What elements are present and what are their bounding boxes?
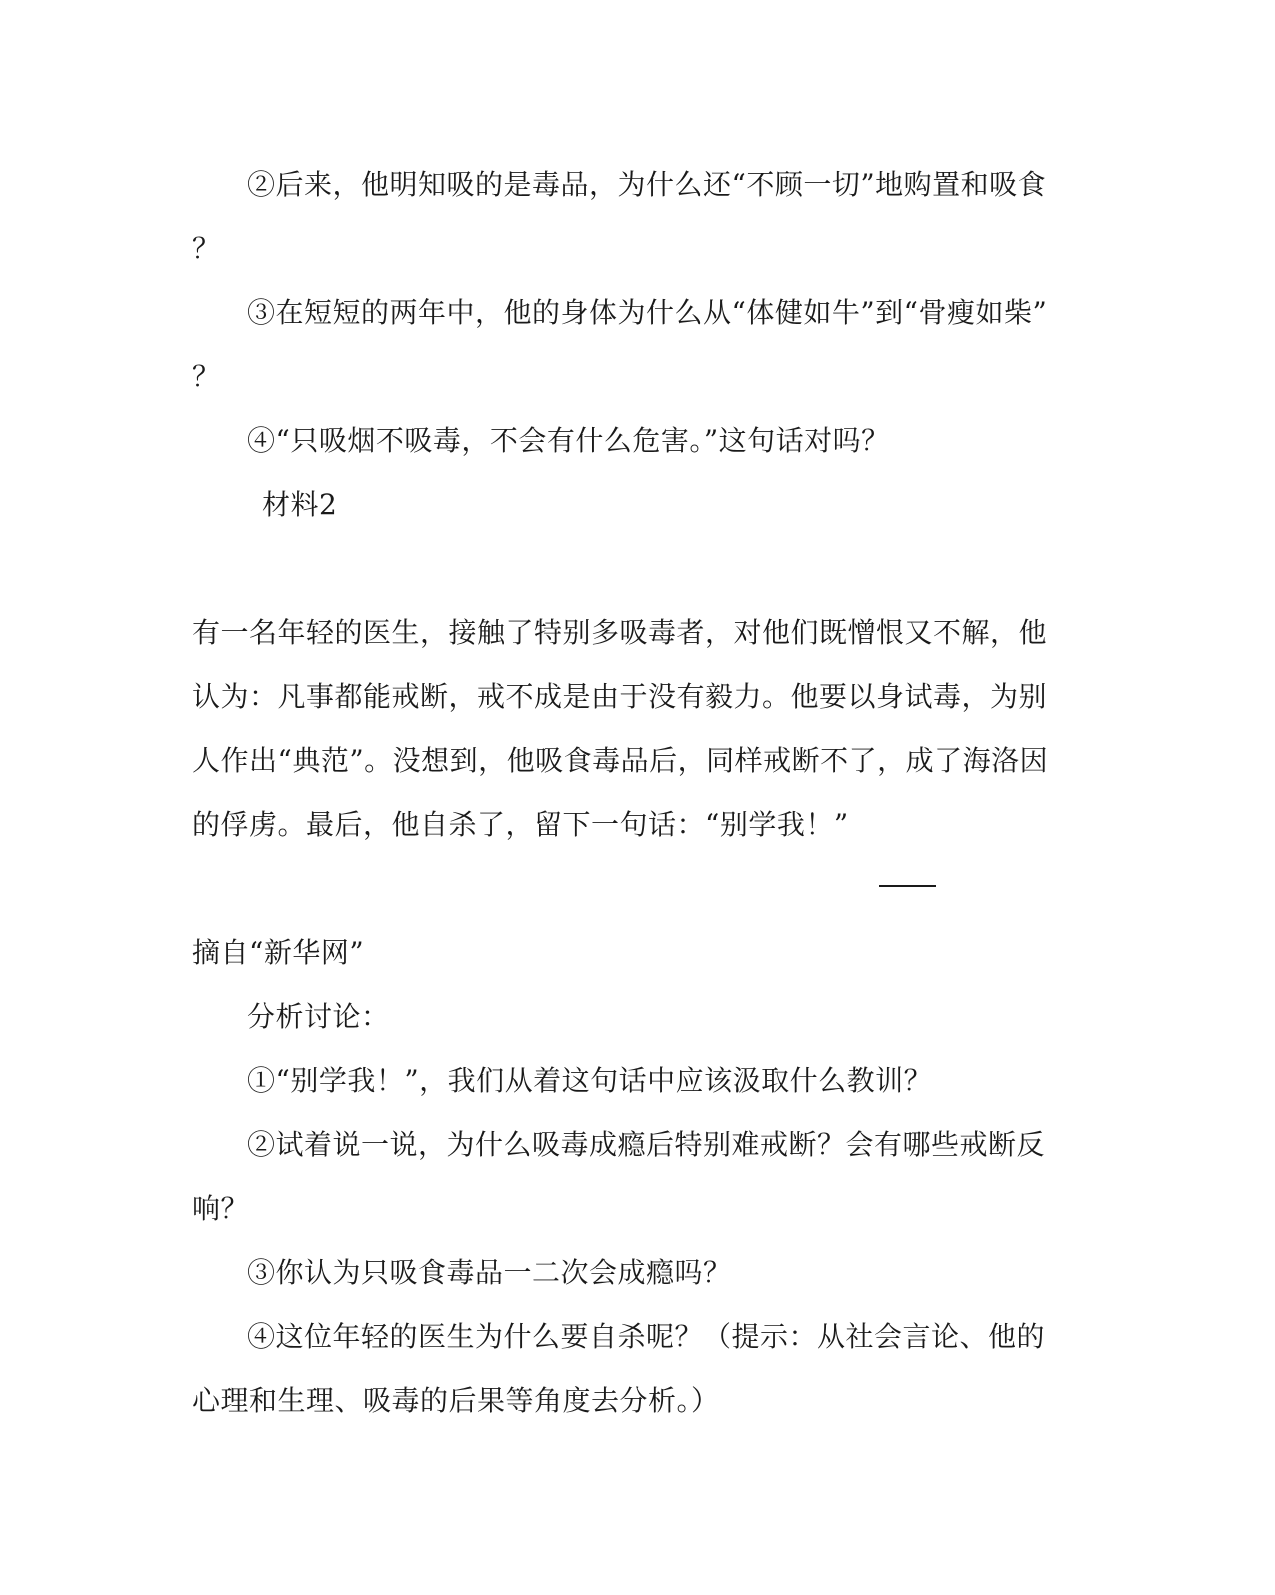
question-3-line-1: ③在短短的两年中，他的身体为什么从“体健如牛”到“骨瘦如柴” — [247, 296, 1048, 329]
question-3-line-2: ？ — [192, 360, 221, 393]
material-2-paragraph-line-1: 有一名年轻的医生，接触了特别多吸毒者，对他们既憎恨又不解，他 — [192, 616, 1048, 649]
source-dash — [879, 885, 936, 887]
question-2-line-2: ？ — [192, 232, 221, 265]
question-2-line-1: ②后来，他明知吸的是毒品，为什么还“不顾一切”地购置和吸食 — [247, 168, 1047, 201]
discussion-question-2-line-1: ②试着说一说，为什么吸毒成瘾后特别难戒断？会有哪些戒断反 — [247, 1128, 1046, 1161]
material-2-paragraph-line-4: 的俘虏。最后，他自杀了，留下一句话：“别学我！” — [192, 808, 849, 841]
material-2-paragraph-line-3: 人作出“典范”。没想到，他吸食毒品后，同样戒断不了，成了海洛因 — [192, 744, 1049, 777]
discussion-question-4-line-2: 心理和生理、吸毒的后果等角度去分析。） — [192, 1384, 720, 1417]
source-citation: 摘自“新华网” — [192, 936, 365, 969]
material-2-heading: 材料2 — [262, 488, 338, 521]
question-4: ④“只吸烟不吸毒，不会有什么危害。”这句话对吗？ — [247, 424, 890, 457]
discussion-heading: 分析讨论： — [247, 1000, 390, 1033]
discussion-question-3: ③你认为只吸食毒品一二次会成瘾吗？ — [247, 1256, 732, 1289]
discussion-question-2-line-2: 响？ — [192, 1192, 250, 1225]
discussion-question-4-line-1: ④这位年轻的医生为什么要自杀呢？（提示：从社会言论、他的 — [247, 1320, 1046, 1353]
discussion-question-1: ①“别学我！”，我们从着这句话中应该汲取什么教训？ — [247, 1064, 933, 1097]
material-2-paragraph-line-2: 认为：凡事都能戒断，戒不成是由于没有毅力。他要以身试毒，为别 — [192, 680, 1048, 713]
